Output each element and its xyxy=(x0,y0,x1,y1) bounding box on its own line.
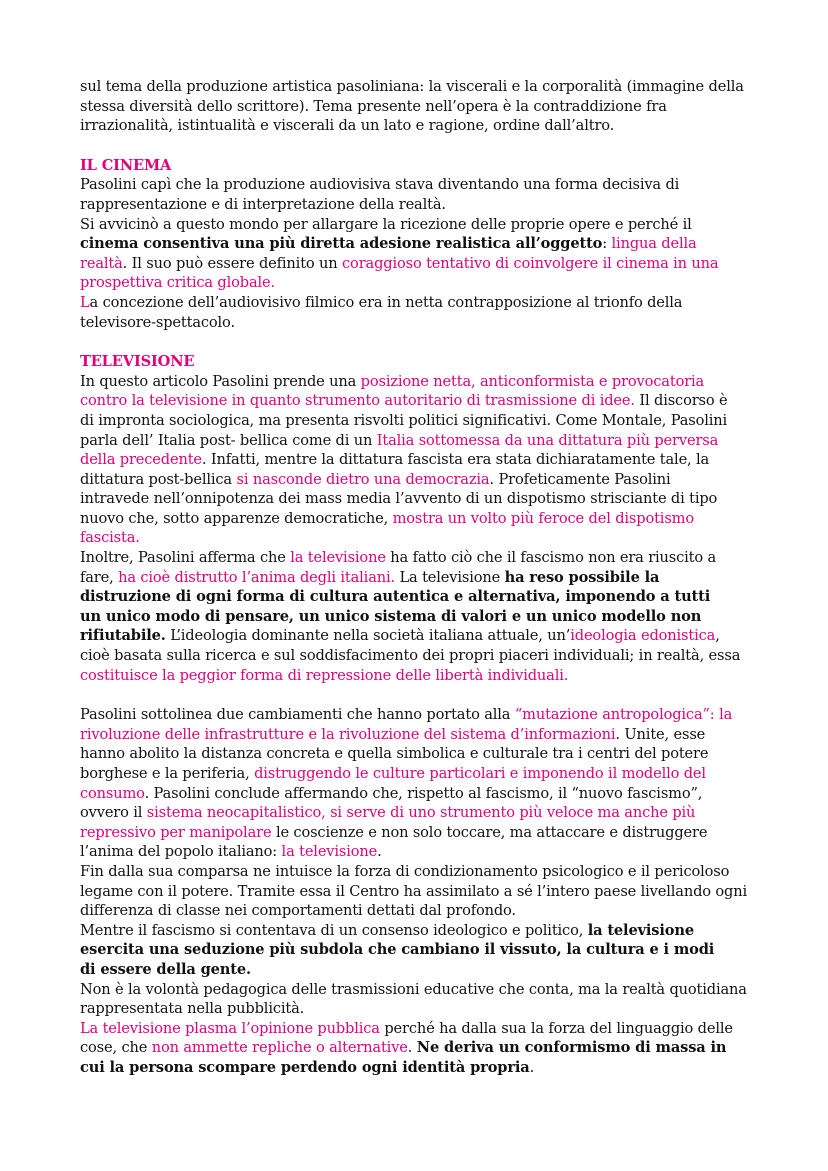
text-run: a concezione dell’audiovisivo filmico era in netta contrapposizione al trionfo della xyxy=(89,293,683,311)
text-line xyxy=(80,999,756,1019)
text-run: . xyxy=(529,1058,535,1076)
text-line xyxy=(80,1058,756,1078)
text-run: di impronta sociologica, ma presenta risvolti politici significativi. Come Montale, Pasolini xyxy=(80,411,728,429)
text-run: le coscienze e non solo toccare, ma attaccare e distruggere xyxy=(271,823,708,841)
bold-text: rifiutabile. xyxy=(80,627,166,645)
document-page xyxy=(80,77,756,1078)
text-line xyxy=(80,823,756,843)
highlighted-text: Italia sottomessa da una dittatura più perversa xyxy=(376,431,719,449)
text-run: hanno abolito la distanza concreta e quella simbolica e culturale tra i centri del potere xyxy=(80,745,709,763)
highlighted-text: contro la televisione in quanto strumento autoritario di trasmissione di idee. xyxy=(80,392,635,410)
text-line xyxy=(80,803,756,823)
text-line xyxy=(80,431,756,451)
highlighted-text: fascista. xyxy=(80,529,140,547)
text-line xyxy=(80,725,756,745)
text-run: Si avvicinò a questo mondo per allargare la ricezione delle proprie opere e perché il xyxy=(80,215,692,233)
text-line xyxy=(80,842,756,862)
text-run: . Profeticamente Pasolini xyxy=(489,470,671,488)
bold-text: esercita una seduzione più subdola che cambiano il vissuto, la cultura e i modi xyxy=(80,941,715,959)
text-run: Inoltre, Pasolini afferma che xyxy=(80,549,291,567)
highlighted-text: consumo xyxy=(80,784,145,802)
text-line xyxy=(80,175,756,195)
bold-text: la televisione xyxy=(587,921,694,939)
text-run: In questo articolo Pasolini prende una xyxy=(80,372,361,390)
text-line xyxy=(80,901,756,921)
text-line xyxy=(80,528,756,548)
text-run: dittatura post-bellica xyxy=(80,470,237,488)
bold-text: cui la persona scompare perdendo ogni identità propria xyxy=(80,1058,530,1076)
highlighted-text: ha cioè distrutto l’anima degli italiani. xyxy=(118,568,395,586)
text-line xyxy=(80,372,756,392)
text-run: irrazionalità, istintualità e viscerali da un lato e ragione, ordine dall’altro. xyxy=(80,117,615,135)
text-run: perché ha dalla sua la forza del linguaggio delle xyxy=(379,1019,733,1037)
text-line xyxy=(80,195,756,215)
text-line xyxy=(80,940,756,960)
text-run: l’anima del popolo italiano: xyxy=(80,843,282,861)
text-run: . xyxy=(407,1039,417,1057)
text-run: . Infatti, mentre la dittatura fascista era stata dichiaratamente tale, la xyxy=(201,451,710,469)
text-run: rappresentata nella pubblicità. xyxy=(80,1000,305,1018)
text-run: Mentre il fascismo si contentava di un consenso ideologico e politico, xyxy=(80,921,588,939)
highlighted-text: prospettiva critica globale. xyxy=(80,274,275,292)
text-line xyxy=(80,646,756,666)
highlighted-text: realtà xyxy=(80,254,123,272)
bold-text: Ne deriva un conformismo di massa in xyxy=(416,1039,727,1057)
text-line xyxy=(80,411,756,431)
highlighted-text: posizione netta, anticonformista e provocatoria xyxy=(360,372,705,390)
text-run: Fin dalla sua comparsa ne intuisce la forza di condizionamento psicologico e il pericoloso xyxy=(80,862,730,880)
text-run: Pasolini sottolinea due cambiamenti che hanno portato alla xyxy=(80,706,515,724)
text-line xyxy=(80,882,756,902)
text-line xyxy=(80,626,756,646)
text-run: cioè basata sulla ricerca e sul soddisfacimento dei propri piaceri individuali; in realtà, essa xyxy=(80,647,741,665)
text-line xyxy=(80,607,756,627)
highlighted-text: ideologia edonistica xyxy=(570,627,716,645)
highlighted-text: “mutazione antropologica”: la xyxy=(514,706,733,724)
bold-text: cinema consentiva una più diretta adesione realistica all’oggetto xyxy=(80,235,603,253)
highlighted-text: La televisione plasma l’opinione pubblica xyxy=(80,1019,380,1037)
text-line xyxy=(80,980,756,1000)
highlighted-text: rivoluzione delle infrastrutture e la rivoluzione del sistema d’informazioni xyxy=(80,725,616,743)
highlighted-text: repressivo per manipolare xyxy=(80,823,272,841)
highlighted-text: L xyxy=(80,293,90,311)
highlighted-text: la televisione xyxy=(290,549,386,567)
text-run: . Unite, esse xyxy=(615,725,706,743)
text-run: : xyxy=(602,235,612,253)
text-line xyxy=(80,666,756,686)
text-line xyxy=(80,215,756,235)
text-run: parla dell’ Italia post- bellica come di un xyxy=(80,431,377,449)
text-line xyxy=(80,548,756,568)
text-line xyxy=(80,254,756,274)
text-run: nuovo che, sotto apparenze democratiche, xyxy=(80,509,393,527)
bold-text: un unico modo di pensare, un unico sistema di valori e un unico modello non xyxy=(80,607,702,625)
text-line xyxy=(80,234,756,254)
text-run: stessa diversità dello scrittore). Tema presente nell’opera è la contraddizione fra xyxy=(80,97,667,115)
text-run: Pasolini capì che la produzione audiovisiva stava diventando una forma decisiva di xyxy=(80,176,680,194)
text-run: fare, xyxy=(80,568,119,586)
text-run: La televisione xyxy=(395,568,505,586)
text-line xyxy=(80,77,756,97)
text-line xyxy=(80,273,756,293)
text-run: intravede nell’onnipotenza dei mass media l’avvento di un dispotismo strisciante di tipo xyxy=(80,490,718,508)
text-line xyxy=(80,489,756,509)
text-run: televisore-spettacolo. xyxy=(80,313,235,331)
text-line xyxy=(80,391,756,411)
highlighted-text: mostra un volto più feroce del dispotismo xyxy=(392,509,694,527)
text-line xyxy=(80,509,756,529)
text-run: ha fatto ciò che il fascismo non era riuscito a xyxy=(385,549,717,567)
televisione-paragraph-1 xyxy=(80,372,756,686)
section-heading-televisione: TELEVISIONE xyxy=(80,353,195,371)
text-line xyxy=(80,470,756,490)
text-run: borghese e la periferia, xyxy=(80,765,255,782)
highlighted-text: lingua della xyxy=(611,235,697,253)
section-heading-cinema: IL CINEMA xyxy=(80,156,172,174)
text-run: differenza di classe nei comportamenti dettati dal profondo. xyxy=(80,902,516,920)
highlighted-text: costituisce la peggior forma di repressione delle libertà individuali. xyxy=(80,666,569,684)
text-line xyxy=(80,705,756,725)
text-run: Non è la volontà pedagogica delle trasmissioni educative che conta, ma la realtà quotidiana xyxy=(80,980,747,998)
text-line xyxy=(80,764,756,784)
text-line xyxy=(80,1019,756,1039)
bold-text: distruzione di ogni forma di cultura autentica e alternativa, imponendo a tutti xyxy=(80,588,711,606)
text-line xyxy=(80,744,756,764)
text-run: ovvero il xyxy=(80,804,147,822)
bold-text: di essere della gente. xyxy=(80,960,251,978)
highlighted-text: distruggendo le culture particolari e imponendo il modello del xyxy=(254,765,706,782)
text-line xyxy=(80,97,756,117)
text-run: legame con il potere. Tramite essa il Centro ha assimilato a sé l’intero paese livellando ogni xyxy=(80,882,747,900)
highlighted-text: si nasconde dietro una democrazia xyxy=(236,470,490,488)
text-run: L’ideologia dominante nella società italiana attuale, un’ xyxy=(165,627,571,645)
highlighted-text: non ammette repliche o alternative xyxy=(151,1039,408,1057)
text-line xyxy=(80,293,756,313)
text-line xyxy=(80,116,756,136)
text-run: rappresentazione e di interpretazione della realtà. xyxy=(80,195,446,213)
text-line xyxy=(80,921,756,941)
televisione-paragraph-2 xyxy=(80,705,756,1077)
cinema-paragraph xyxy=(80,175,756,332)
text-run: . Il suo può essere definito un xyxy=(122,254,343,272)
text-run: . xyxy=(377,843,382,861)
text-line xyxy=(80,960,756,980)
text-line xyxy=(80,862,756,882)
text-line xyxy=(80,784,756,804)
highlighted-text: della precedente xyxy=(80,451,202,469)
highlighted-text: sistema neocapitalistico, si serve di uno strumento più veloce ma anche più xyxy=(146,804,696,822)
text-run: . Pasolini conclude affermando che, rispetto al fascismo, il “nuovo fascismo”, xyxy=(144,784,703,802)
highlighted-text: la televisione xyxy=(281,843,378,861)
text-run: cose, che xyxy=(80,1039,152,1057)
text-line xyxy=(80,313,756,333)
text-run: sul tema della produzione artistica pasoliniana: la viscerali e la corporalità (immagine della xyxy=(80,78,744,95)
text-run: , xyxy=(715,627,720,645)
bold-text: ha reso possibile la xyxy=(504,568,660,586)
text-run: Il discorso è xyxy=(634,392,728,410)
intro-paragraph xyxy=(80,77,756,136)
text-line xyxy=(80,1038,756,1058)
text-line xyxy=(80,568,756,588)
highlighted-text: coraggioso tentativo di coinvolgere il cinema in una xyxy=(342,254,719,272)
text-line xyxy=(80,450,756,470)
text-line xyxy=(80,587,756,607)
